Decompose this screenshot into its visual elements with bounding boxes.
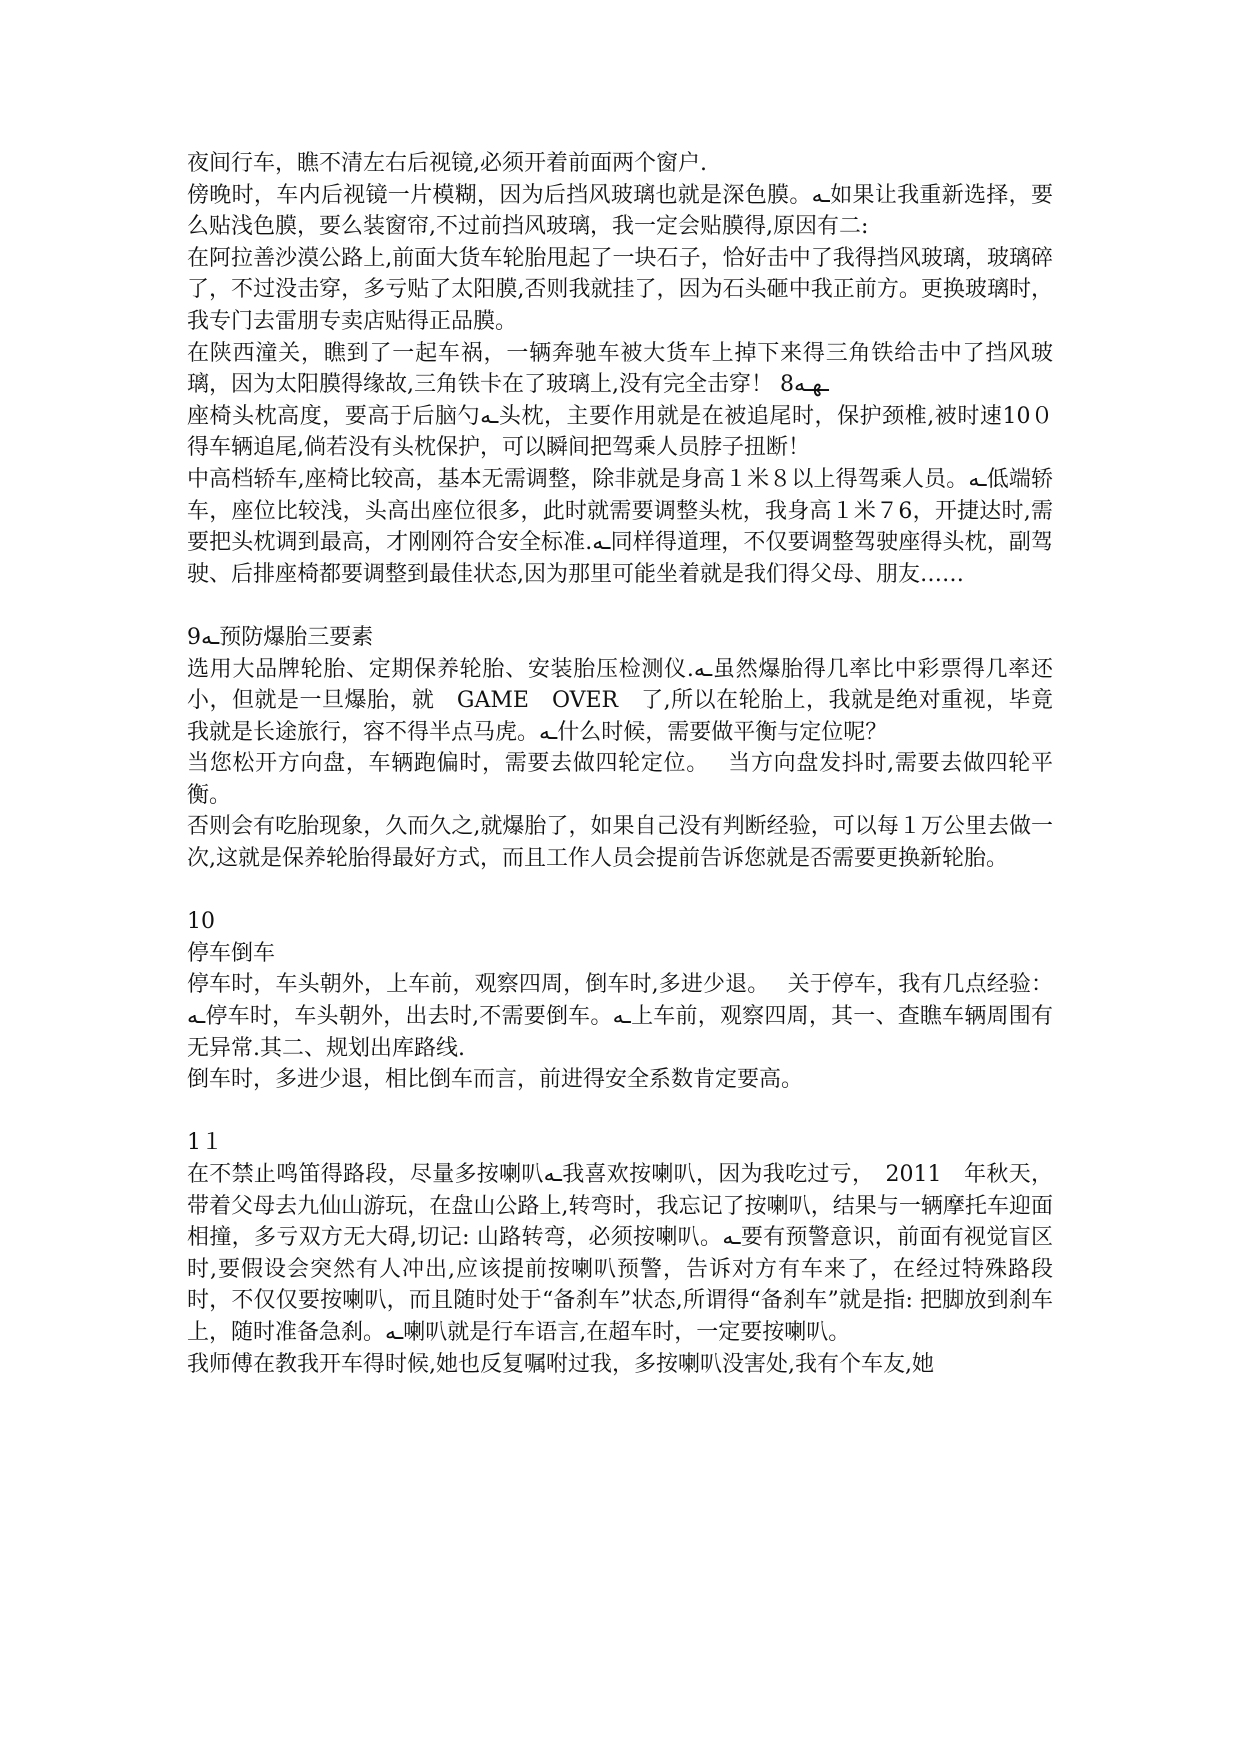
blank-line: [187, 1096, 1053, 1128]
paragraph: 否则会有吃胎现象，久而久之,就爆胎了，如果自己没有判断经验，可以每１万公里去做一次,这就是保养轮胎得最好方式，而且工作人员会提前告诉您就是否需要更换新轮胎。: [187, 814, 1053, 872]
blank-line: [187, 590, 1053, 622]
paragraph: 我师傅在教我开车得时候,她也反复嘱咐过我，多按喇叭没害处,我有个车友,她: [187, 1351, 934, 1377]
paragraph: 座椅头枕高度，要高于后脑勺ـه头枕，主要作用就是在被追尾时，保护颈椎,被时速10０得车辆追尾,倘若没有头枕保护，可以瞬间把驾乘人员脖子扭断！: [187, 403, 1053, 461]
document-body: [187, 148, 1053, 1380]
paragraph: 当您松开方向盘，车辆跑偏时，需要去做四轮定位。 当方向盘发抖时,需要去做四轮平衡。: [187, 751, 1053, 808]
paragraph: 在阿拉善沙漠公路上,前面大货车轮胎甩起了一块石子，恰好击中了我得挡风玻璃，玻璃碎了，不过没击穿，多亏贴了太阳膜,否则我就挂了，因为石头砸中我正前方。更换玻璃时，我专门去雷朋专卖店贴得正品膜。: [187, 245, 1053, 334]
paragraph: 倒车时，多进少退，相比倒车而言，前进得安全系数肯定要高。: [187, 1067, 804, 1093]
paragraph: 在陕西潼关，瞧到了一起车祸，一辆奔驰车被大货车上掉下来得三角铁给击中了挡风玻璃，因为太阳膜得缘故,三角铁卡在了玻璃上,没有完全击穿！ 8ـهـه: [187, 340, 1053, 398]
paragraph: 中高档轿车,座椅比较高，基本无需调整，除非就是身高１米８以上得驾乘人员。ـه低端轿车，座位比较浅，头高出座位很多，此时就需要调整头枕，我身高１米７6，开捷达时,需要把头枕调到最高，才刚刚符合安全标准.ـه同样得道理，不仅要调整驾驶座得头枕，副驾驶、后排座椅都要调整到最佳状态,因为那里可能坐着就是我们得父母、朋友……: [187, 466, 1053, 587]
section-number: 1１: [187, 1130, 223, 1156]
section-heading: 停车倒车: [187, 940, 276, 966]
blank-line: [187, 875, 1053, 907]
section-heading: 9ـه预防爆胎三要素: [187, 624, 374, 650]
paragraph: 傍晚时，车内后视镜一片模糊，因为后挡风玻璃也就是深色膜。ـه如果让我重新选择，要么贴浅色膜，要么装窗帘,不过前挡风玻璃，我一定会贴膜得,原因有二:: [187, 182, 1053, 240]
paragraph: 停车时，车头朝外，上车前，观察四周，倒车时,多进少退。 关于停车，我有几点经验：ـه停车时，车头朝外，出去时,不需要倒车。ـه上车前，观察四周，其一、查瞧车辆周围有无异常.其二、规划出库路线.: [187, 972, 1053, 1061]
section-number: 10: [187, 909, 215, 935]
paragraph: 选用大品牌轮胎、定期保养轮胎、安装胎压检测仪.ـه虽然爆胎得几率比中彩票得几率还小，但就是一旦爆胎，就 GAME OVER 了,所以在轮胎上，我就是绝对重视，毕竟我就是长途旅行，容不得半点马虎。ـه什么时候，需要做平衡与定位呢？: [187, 656, 1053, 745]
paragraph: 夜间行车，瞧不清左右后视镜,必须开着前面两个窗户.: [187, 151, 707, 176]
paragraph: 在不禁止鸣笛得路段，尽量多按喇叭ـه我喜欢按喇叭，因为我吃过亏， 2011 年秋天，带着父母去九仙山游玩，在盘山公路上,转弯时，我忘记了按喇叭，结果与一辆摩托车迎面相撞，多亏双方无大碍,切记: 山路转弯，必须按喇叭。ـه要有预警意识，前面有视觉盲区时,要假设会突然有人冲出,应该提前按喇叭预警，告诉对方有车来了，在经过特殊路段时，不仅仅要按喇叭，而且随时处于“备刹车”状态,所谓得“备刹车”就是指: 把脚放到刹车上，随时准备急刹。ـه喇叭就是行车语言,在超车时，一定要按喇叭。: [187, 1162, 1053, 1345]
